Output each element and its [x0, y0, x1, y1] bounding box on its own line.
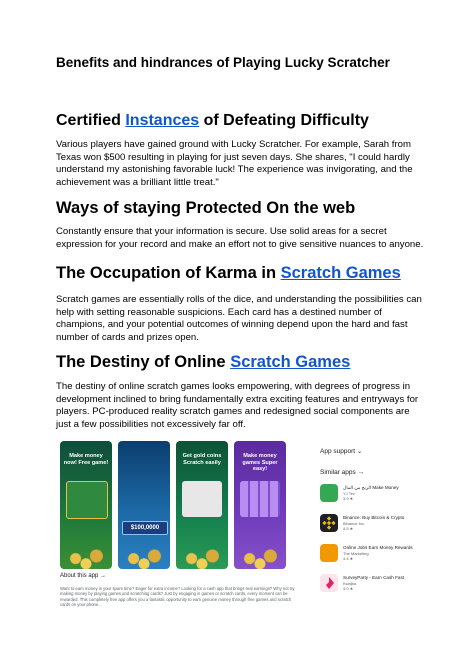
- app-screenshot-2[interactable]: [118, 441, 170, 569]
- store-sidebar: [320, 437, 424, 607]
- paragraph-certified-instances: Various players have gained ground with Lucky Scratcher. For example, Sarah from Texas won $500 resulting in playing for just seven days. She shares, "I could hardly understand my astonishing favorable luck! The experience was invigorating, and the achievement was a brilliant little treat.": [56, 139, 413, 188]
- app-description: Want to earn money in your spare time? Eager for extra income? Looking for a cash app that brings real earnings? Why not try making money by playing games and scratching cards? Just by engaging in games or scratch cards, every moment can be rewarded. This completely free app offers you a fantastic opportunity to earn genuine money through free games and scratch cards on your phone...: [60, 586, 295, 607]
- coins-graphic: [234, 543, 286, 569]
- app-screenshot-4[interactable]: [234, 441, 286, 569]
- about-label: About this app: [60, 573, 99, 579]
- similar-app-item[interactable]: [320, 574, 424, 596]
- document-title: Benefits and hindrances of Playing Lucky Scratcher: [56, 55, 390, 70]
- app-store-screenshot: [56, 437, 424, 607]
- section-heading-staying-protected: Ways of staying Protected On the web: [56, 199, 356, 217]
- paragraph-staying-protected: Constantly ensure that your information is secure. Use solid areas for a secret expression for your record and make an effort not to give sensitive nuances to anyone.: [56, 226, 424, 250]
- about-this-app-heading[interactable]: [60, 573, 106, 579]
- app-name: Binance: Buy Bitcoin & Crypto: [343, 515, 405, 520]
- scratch-card-graphic: [240, 481, 280, 517]
- instances-link[interactable]: Instances: [125, 112, 200, 129]
- similar-app-item[interactable]: [320, 544, 424, 566]
- similar-apps-label: Similar apps: [320, 469, 356, 476]
- coins-graphic: [118, 543, 170, 569]
- similar-app-item[interactable]: [320, 514, 424, 536]
- app-icon: [320, 574, 338, 592]
- app-developer: Kwajba: [343, 581, 357, 586]
- prize-amount: $100,0000: [122, 521, 168, 535]
- arrow-right-icon: →: [357, 469, 365, 476]
- scratch-games-link[interactable]: Scratch Games: [280, 264, 401, 282]
- app-support-toggle[interactable]: [320, 447, 362, 455]
- app-developer: YJ Tec: [343, 491, 355, 496]
- heading-text: The Occupation of Karma in: [56, 264, 281, 282]
- section-heading-karma: [56, 264, 401, 283]
- binance-icon: [320, 514, 338, 532]
- app-rating: 4.5 ★: [343, 526, 354, 531]
- scratch-card-graphic: [66, 481, 108, 519]
- chevron-down-icon: ⌄: [356, 448, 363, 455]
- heading-text: of Defeating Difficulty: [199, 112, 369, 129]
- similar-apps-heading[interactable]: [320, 469, 364, 476]
- screenshot-caption: Get gold coins Scratch easily: [182, 453, 222, 466]
- app-icon: [320, 544, 338, 562]
- section-heading-destiny: [56, 353, 350, 372]
- app-name: SurveyParty - Earn Cash Fast: [343, 575, 405, 580]
- app-support-label: App support: [320, 448, 356, 455]
- app-developer: Binance Inc.: [343, 521, 366, 526]
- heading-text: Certified: [56, 112, 126, 129]
- screenshot-caption: Make money games Super easy!: [242, 453, 278, 472]
- app-rating: 4.0 ★: [343, 586, 354, 591]
- app-screenshot-3[interactable]: [176, 441, 228, 569]
- heading-text: The Destiny of Online: [56, 353, 231, 371]
- coins-graphic: [60, 543, 112, 569]
- app-rating: 4.4 ★: [343, 556, 354, 561]
- app-rating: 3.9 ★: [343, 496, 354, 501]
- paragraph-destiny: The destiny of online scratch games looks empowering, with degrees of progress in development inclined to bring fundamentally extra exciting features and entryways for players. PC-produced reality scratch games and redesigned social components are just a few possibilities not excessively far off.: [56, 381, 419, 430]
- app-screenshot-1[interactable]: [60, 441, 112, 569]
- app-name: الربح من المال Make Money: [343, 485, 399, 490]
- coins-graphic: [176, 543, 228, 569]
- paragraph-karma: Scratch games are essentially rolls of the dice, and understanding the possibilities can help with setting reasonable suspicions. Each card has a destined number of champions, and your potential outcomes of winning depend upon the hard and fast number of cards and prizes open.: [56, 294, 422, 343]
- screenshot-gallery: [60, 441, 286, 569]
- scratch-card-graphic: [182, 481, 222, 517]
- app-developer: The Marketing: [343, 551, 369, 556]
- app-icon: [320, 484, 338, 502]
- arrow-right-icon: →: [100, 573, 107, 579]
- app-name: Online Jobs Earn Money Rewards: [343, 545, 413, 550]
- similar-app-item[interactable]: [320, 484, 424, 506]
- scratch-games-link[interactable]: Scratch Games: [230, 353, 351, 371]
- screenshot-caption: Make money now! Free game!: [63, 453, 109, 466]
- section-heading-certified-instances: [56, 112, 369, 130]
